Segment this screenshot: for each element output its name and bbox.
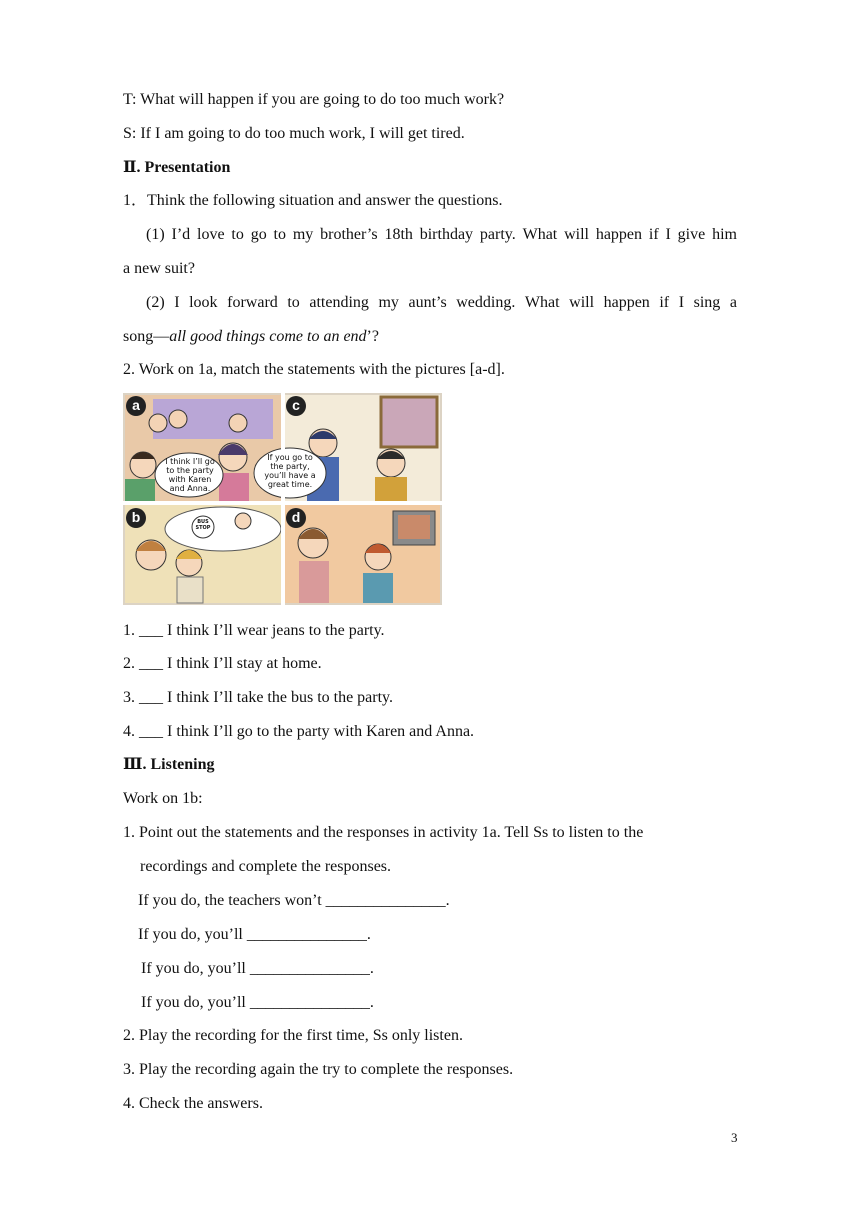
question-2-line-2 <box>123 327 379 347</box>
word: I <box>678 294 685 311</box>
word: my <box>378 294 399 311</box>
word: go <box>250 226 267 243</box>
work-on-1b: Work on 1b: <box>123 790 203 807</box>
question-1-line-1 <box>146 225 737 245</box>
word: forward <box>227 294 278 311</box>
word: if <box>648 226 659 243</box>
word: 18th <box>384 226 413 243</box>
comic-svg <box>123 393 442 605</box>
word: look <box>189 294 218 311</box>
panel-letter-d: d <box>291 509 301 525</box>
question-2-line-1 <box>146 293 737 313</box>
comic-illustration <box>123 393 442 605</box>
response-4: If you do, you’ll _______________. <box>141 994 374 1011</box>
statement-4: 4. ___ I think I’ll go to the party with Karen and Anna. <box>123 723 475 740</box>
statement-3: 3. ___ I think I’ll take the bus to the party. <box>123 689 394 706</box>
listening-point-4: 4. Check the answers. <box>123 1095 263 1112</box>
word: if <box>659 294 670 311</box>
word: a <box>729 294 737 311</box>
listening-point-2: 2. Play the recording for the first time, Ss only listen. <box>123 1027 463 1044</box>
question-2-prefix: song— <box>123 328 170 345</box>
word: What <box>524 294 560 311</box>
word: (1) <box>146 226 165 243</box>
warmup-s-line: S: If I am going to do too much work, I will get tired. <box>123 125 465 142</box>
word: to <box>273 226 286 243</box>
word: brother’s <box>320 226 378 243</box>
word: my <box>292 226 314 243</box>
question-2-suffix: ’? <box>366 328 379 345</box>
word: attending <box>309 294 369 311</box>
presentation-item-2: 2. Work on 1a, match the statements with the pictures [a-d]. <box>123 361 505 378</box>
word: give <box>677 226 706 243</box>
statement-2: 2. ___ I think I’ll stay at home. <box>123 655 322 672</box>
word: will <box>569 294 595 311</box>
word: will <box>564 226 589 243</box>
word: wedding. <box>456 294 516 311</box>
word: love <box>197 226 225 243</box>
word: I <box>174 294 180 311</box>
speech-bubble-c-text: If you go to the party, you’ll have a great time. <box>264 453 316 489</box>
statement-1: 1. ___ I think I’ll wear jeans to the party. <box>123 622 385 639</box>
word: I’d <box>171 226 191 243</box>
listening-point-1-line-1: 1. Point out the statements and the responses in activity 1a. Tell Ss to listen to the <box>123 824 644 841</box>
panel-letter-a: a <box>132 397 140 413</box>
word: aunt’s <box>408 294 447 311</box>
question-2-italic-phrase: all good things come to an end <box>169 328 367 345</box>
listening-heading: Ⅲ. Listening <box>123 756 215 773</box>
word: What <box>522 226 558 243</box>
word: him <box>712 226 737 243</box>
word: to <box>231 226 244 243</box>
word: sing <box>693 294 721 311</box>
panel-letter-c: c <box>292 397 300 413</box>
panel-letter-b: b <box>131 509 141 525</box>
word: I <box>665 226 671 243</box>
presentation-item-1: 1．Think the following situation and answer the questions. <box>123 192 503 209</box>
presentation-heading: Ⅱ. Presentation <box>123 159 231 176</box>
question-1-line-2: a new suit? <box>123 260 195 277</box>
page-number: 3 <box>731 1130 738 1145</box>
word: happen <box>595 226 643 243</box>
listening-point-1-line-2: recordings and complete the responses. <box>140 858 392 875</box>
listening-point-3: 3. Play the recording again the try to complete the responses. <box>123 1061 514 1078</box>
word: party. <box>479 226 516 243</box>
word: to <box>287 294 300 311</box>
word: birthday <box>419 226 474 243</box>
response-3: If you do, you’ll _______________. <box>141 960 374 977</box>
response-1: If you do, the teachers won’t _______________. <box>138 892 450 909</box>
response-2: If you do, you’ll _______________. <box>138 926 371 943</box>
speech-bubble-a-text: I think I’ll go to the party with Karen and Anna. <box>165 457 215 493</box>
word: (2) <box>146 294 165 311</box>
bus-stop-sign-text: BUS STOP <box>195 519 211 531</box>
warmup-t-line: T: What will happen if you are going to do too much work? <box>123 91 505 108</box>
word: happen <box>603 294 650 311</box>
